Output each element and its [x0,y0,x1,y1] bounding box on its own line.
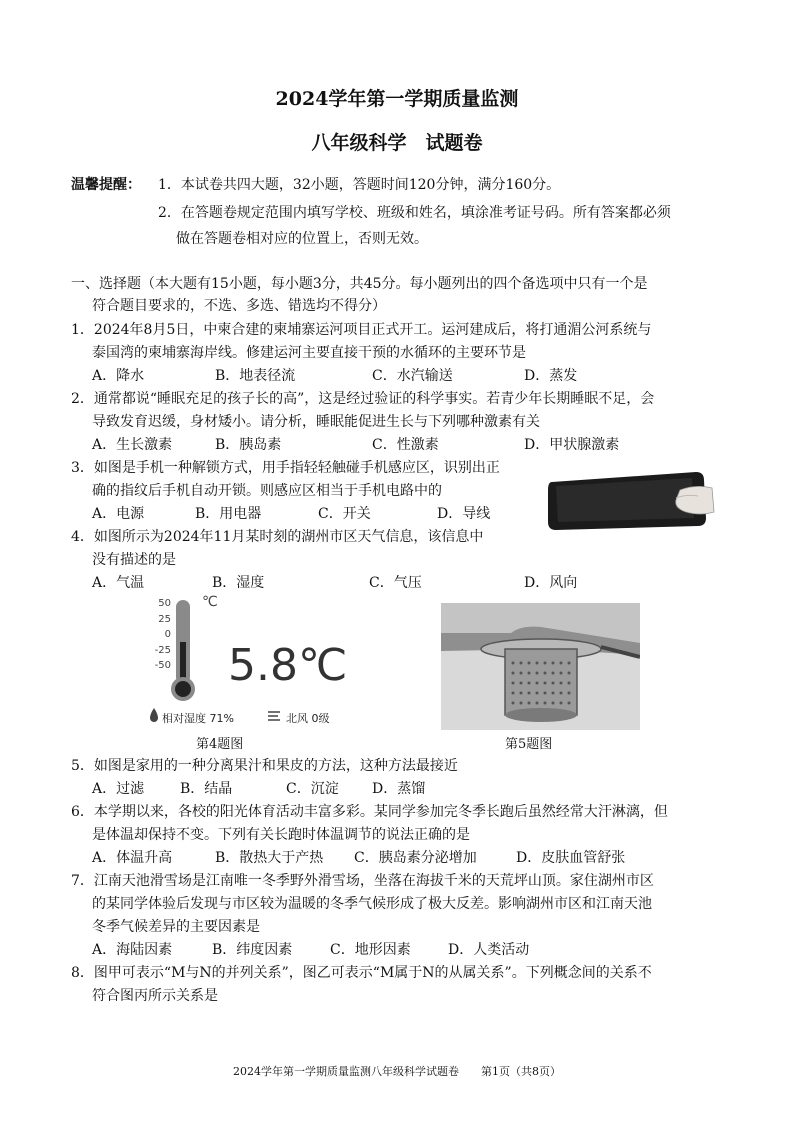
tick-label: -50 [154,660,171,671]
q5-option-c: C．沉淀 [286,781,339,797]
q3-option-a: A．电源 [92,506,145,522]
q4-option-a: A．气温 [92,575,145,591]
q6-option-b: B．散热大于产热 [215,850,324,866]
question-4: 4．如图所示为2024年11月某时刻的湖州市区天气信息，该信息中 [71,529,484,545]
question-7-cont: 的某同学体验后发现与市区较为温暖的冬季气候形成了极大反差。影响湖州市区和江南天池 [92,896,652,912]
q4-option-c: C．气压 [369,575,422,591]
figure-5-caption: 第5题图 [505,737,553,752]
question-7-cont-2: 冬季气候差异的主要因素是 [92,919,260,935]
tick-label: 0 [164,629,171,640]
section-heading-cont: 符合题目要求的，不选、多选、错选均不得分） [92,298,386,314]
q3-option-d: D．导线 [437,506,491,522]
figure-4-caption: 第4题图 [196,737,244,752]
q2-option-d: D．甲状腺激素 [524,437,620,453]
notice-label: 温馨提醒： [71,177,141,193]
q2-option-c: C．性激素 [372,437,439,453]
q5-option-b: B．结晶 [180,781,233,797]
question-3: 3．如图是手机一种解锁方式，用手指轻轻触碰手机感应区，识别出正 [71,460,500,476]
q2-option-a: A．生长激素 [92,437,173,453]
tick-label: 25 [158,613,171,625]
q1-option-d: D．蒸发 [524,368,578,384]
humidity-text: 相对湿度 71% [162,712,234,725]
tick-label: -25 [154,644,171,656]
page-title: 2024学年第一学期质量监测 [275,88,519,110]
q5-option-d: D．蒸馏 [372,781,426,797]
q7-option-a: A．海陆因素 [92,942,173,958]
question-4-cont: 没有描述的是 [92,552,176,568]
tick-label: 50 [158,598,171,609]
question-2-cont: 导致发育迟缓，身材矮小。请分析，睡眠能促进生长与下列哪种激素有关 [92,414,540,430]
q4-option-b: B．湿度 [212,575,265,591]
question-3-cont: 确的指纹后手机自动开锁。则感应区相当于手机电路中的 [92,483,442,499]
q1-option-a: A．降水 [92,368,145,384]
question-6-cont: 是体温却保持不变。下列有关长跑时体温调节的说法正确的是 [92,827,470,843]
question-6: 6．本学期以来，各校的阳光体育活动丰富多彩。某同学参加完冬季长跑后虽然经常大汗淋漓，但 [71,804,668,820]
notice-item-2-cont: 做在答题卷相对应的位置上，否则无效。 [176,231,428,247]
notice-item-1: 1．本试卷共四大题，32小题，答题时间120分钟，满分160分。 [158,177,561,193]
q3-option-c: C．开关 [318,506,371,522]
q6-option-c: C．胰岛素分泌增加 [354,850,477,866]
q2-option-b: B．胰岛素 [215,437,282,453]
q3-option-b: B．用电器 [195,506,262,522]
q7-option-b: B．纬度因素 [212,942,293,958]
question-1-cont: 泰国湾的柬埔寨海岸线。修建运河主要直接干预的水循环的主要环节是 [92,345,526,361]
q1-option-b: B．地表径流 [215,368,296,384]
q6-option-a: A．体温升高 [92,850,173,866]
page-subtitle: 八年级科学 试题卷 [311,132,483,154]
question-8: 8．图甲可表示“M与N的并列关系”，图乙可表示“M属于N的从属关系”。下列概念间的关系不 [71,965,652,981]
section-heading: 一、选择题（本大题有15小题，每小题3分，共45分。每小题列出的四个备选项中只有一个是 [71,276,648,292]
thermometer-scale [149,596,171,674]
phone-unlock-image [546,468,716,536]
weather-figure [146,594,380,736]
temperature-value: 5.8℃ [228,640,348,691]
q7-option-d: D．人类活动 [448,942,530,958]
question-7: 7．江南天池滑雪场是江南唯一冬季野外滑雪场，坐落在海拔千米的天荒坪山顶。家住湖州市区 [71,873,654,889]
question-5: 5．如图是家用的一种分离果汁和果皮的方法，这种方法最接近 [71,758,458,774]
q5-option-a: A．过滤 [92,781,145,797]
q7-option-c: C．地形因素 [330,942,411,958]
question-1: 1．2024年8月5日，中柬合建的柬埔寨运河项目正式开工。运河建成后，将打通湄公河系统与 [71,322,652,338]
q4-option-d: D．风向 [524,575,578,591]
question-8-cont: 符合图丙所示关系是 [92,988,218,1004]
page-footer: 2024学年第一学期质量监测八年级科学试题卷 第1页（共8页） [233,1065,561,1078]
q6-option-d: D．皮肤血管舒张 [516,850,626,866]
q1-option-c: C．水汽输送 [372,368,453,384]
thermometer-unit: ℃ [202,594,218,610]
question-2: 2．通常都说“睡眠充足的孩子长的高”，这是经过验证的科学事实。若青少年长期睡眠不足，会 [71,391,655,407]
notice-item-2: 2．在答题卷规定范围内填写学校、班级和姓名，填涂准考证号码。所有答案都必须 [158,205,671,221]
juicer-strainer-image [441,603,640,730]
wind-text: 北风 0级 [286,712,330,725]
